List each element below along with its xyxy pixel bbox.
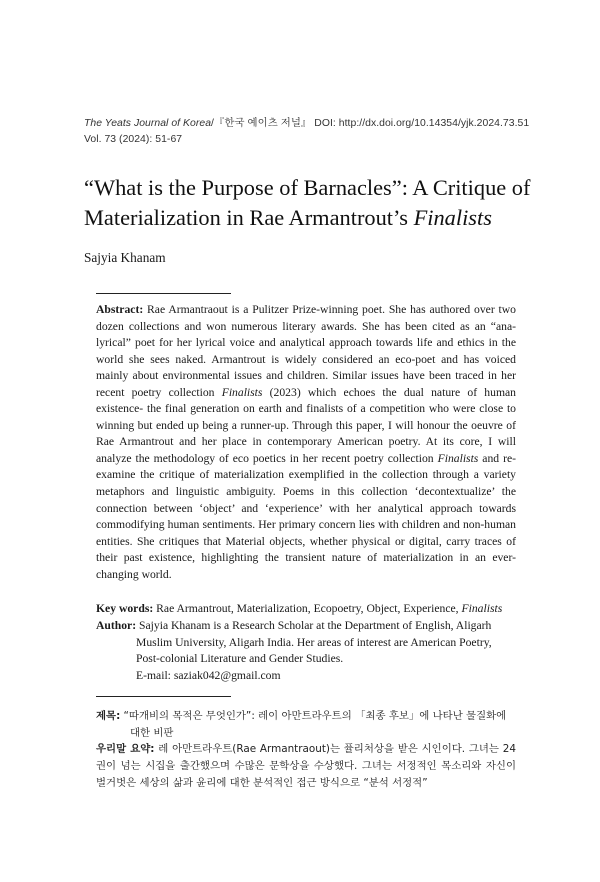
keywords-label: Key words:: [96, 602, 154, 615]
abstract-italic: Finalists: [437, 451, 479, 465]
abstract-italic: Finalists: [221, 385, 263, 399]
journal-name-korean: /『한국 예이츠 저널』: [211, 118, 312, 129]
author-info-label: Author:: [96, 619, 137, 632]
abstract-text: Rae Armantraout is a Pulitzer Prize-winning poet. She has authored over two dozen collections and won numerous literary awards. She has been cited as an “ana-lyrical” poet for her lyrical voice and analytical approach towards life and ethics in the world she sees naked. Armantrout is widely considered an eco-poet and has voiced mainly about environmental issues and children. Similar issues have been traced in her recent poetry collection: [96, 303, 516, 399]
korean-abstract: [96, 741, 516, 791]
divider: [96, 293, 231, 294]
divider: [96, 696, 231, 697]
title-italic-text: Finalists: [413, 205, 492, 230]
abstract-text: (2023) which echoes the dual nature of human existence- the final generation on earth and finalists of a competition who were close to winning but ended up being a runner-up. Through this paper, I will honour the oeuvre of Rae Armantrout and her place in contemporary American poetry. At its core, I will analyze the methodology of eco poetics in her recent poetry collection: [96, 385, 516, 465]
author-email: E-mail: saziak042@gmail.com: [136, 669, 281, 682]
abstract: [96, 302, 516, 583]
keywords-italic: Finalists: [461, 602, 503, 615]
doi-link[interactable]: DOI: http://dx.doi.org/10.14354/yjk.2024.73.51: [311, 118, 530, 129]
korean-title: [96, 708, 516, 742]
journal-name: The Yeats Journal of Korea: [84, 118, 212, 129]
korean-abstract-label: 우리말 요약:: [96, 743, 155, 755]
article-title: [84, 173, 544, 233]
journal-citation-line: [84, 116, 530, 132]
author-name: Sajyia Khanam: [84, 250, 166, 265]
korean-title-text: “따개비의 목적은 무엇인가”: 레이 아만트라우트의 「최종 후보」에 나타난 물질화에 대한 비판: [120, 710, 507, 739]
abstract-label: Abstract:: [96, 303, 144, 316]
author-info: [96, 618, 516, 668]
korean-abstract-text: 레 아만트라우트(Rae Armantraout)는 퓰리처상을 받은 시인이다. 그녀는 24권이 넘는 시집을 출간했으며 수많은 문학상을 수상했다. 그녀는 서정적인 목소리와 자신이 벌거벗은 세상의 삶과 윤리에 대한 분석적인 접근 방식으로 “분석 서정적”: [96, 743, 516, 789]
volume-info: Vol. 73 (2024): 51-67: [84, 134, 183, 145]
keywords-text: Rae Armantrout, Materialization, Ecopoetry, Object, Experience,: [153, 602, 462, 615]
korean-title-label: 제목:: [96, 710, 121, 722]
title-text: “What is the Purpose of Barnacles”: A Critique of Materialization in Rae Armantrout’s: [84, 175, 531, 230]
author-info-text: Sajyia Khanam is a Research Scholar at the Department of English, Aligarh Muslim University, Aligarh India. Her areas of interest are American Poetry, Post-colonial Literature and Gender Studies.: [136, 619, 492, 666]
abstract-text: and re-examine the critique of materialization exemplified in the collection through a variety metaphors and linguistic ambiguity. Poems in this collection ‘decontextualize’ the connection between ‘object’ and ‘experience’ with her analytical approach towards commodifying human sentiments. Her primary concern lies with children and non-human entities. She critiques that Material objects, whether physical or digital, carry traces of their past existence, highlighting the transient nature of materialization in an ever-changing world.: [96, 451, 516, 581]
keywords: [96, 601, 516, 618]
journal-header: [84, 116, 530, 148]
